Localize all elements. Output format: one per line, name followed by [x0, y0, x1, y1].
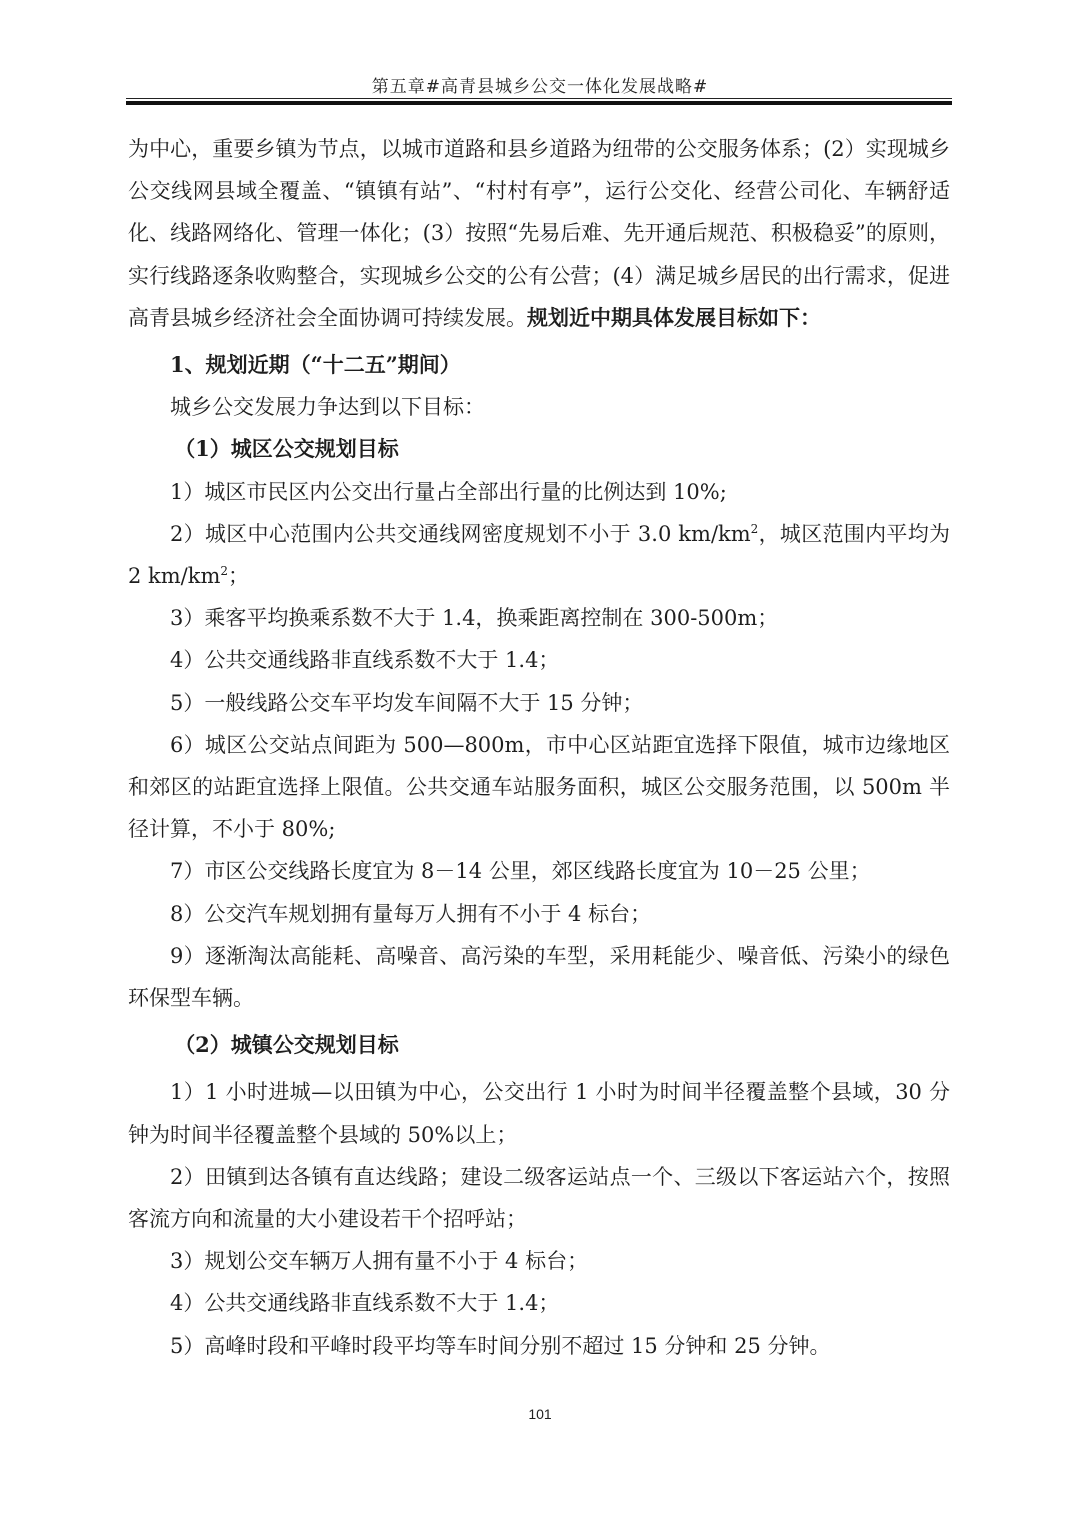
urban-item-2: [128, 513, 950, 597]
urban-item-3: 3）乘客平均换乘系数不大于 1.4，换乘距离控制在 300-500m；: [170, 606, 779, 631]
header-rule-thin: [126, 98, 952, 99]
town-item-3: 3）规划公交车辆万人拥有量不小于 4 标台；: [170, 1249, 589, 1274]
town-item-1: 1）1 小时进城—以田镇为中心，公交出行 1 小时为时间半径覆盖整个县域，30 分钟为时间半径覆盖整个县域的 50%以上；: [128, 1080, 950, 1147]
urban-item-6: 6）城区公交站点间距为 500—800m，市中心区站距宜选择下限值，城市边缘地区和郊区的站距宜选择上限值。公共交通车站服务面积，城区公交服务范围，以 500m 半径计算，不小于 80%;: [128, 732, 950, 842]
running-header: 第五章#高青县城乡公交一体化发展战略#: [371, 77, 709, 97]
near-term-lead: 城乡公交发展力争达到以下目标：: [170, 395, 485, 420]
urban-item-4: 4）公共交通线路非直线系数不大于 1.4；: [170, 648, 560, 673]
page-number: 101: [528, 1406, 552, 1422]
document-body: [128, 128, 950, 1367]
urban-item-9: 9）逐渐淘汰高能耗、高噪音、高污染的车型，采用耗能少、噪音低、污染小的绿色环保型车辆。: [128, 943, 950, 1011]
urban-item-1: 1）城区市民区内公交出行量占全部出行量的比例达到 10%;: [170, 479, 727, 504]
intro-text: 为中心，重要乡镇为节点，以城市道路和县乡道路为纽带的公交服务体系；(2）实现城乡公交线网县域全覆盖、“镇镇有站”、“村村有亭”，运行公交化、经营公司化、车辆舒适化、线路网络化、管理一体化；(3）按照“先易后难、先开通后规范、积极稳妥”的原则，实行线路逐条收购整合，实现城乡公交的公有公营；(4）满足城乡居民的出行需求，促进高青县城乡经济社会全面协调可持续发展。: [128, 137, 950, 330]
town-item-5: 5）高峰时段和平峰时段平均等车时间分别不超过 15 分钟和 25 分钟。: [170, 1333, 831, 1358]
subsection-heading-town: （2）城镇公交规划目标: [174, 1032, 399, 1058]
urban-item-2-end: ；: [228, 564, 250, 589]
urban-item-7: 7）市区公交线路长度宜为 8－14 公里，郊区线路长度宜为 10－25 公里；: [170, 859, 871, 884]
superscript-2: 2: [750, 521, 759, 536]
intro-paragraph: [128, 128, 950, 339]
town-item-4: 4）公共交通线路非直线系数不大于 1.4；: [170, 1291, 560, 1316]
superscript-2b: 2: [220, 564, 229, 579]
urban-item-2-mid: ，城区范围内平均为 2 km/km: [128, 521, 950, 589]
header-rule-thick: [126, 101, 952, 105]
urban-item-5: 5）一般线路公交车平均发车间隔不大于 15 分钟；: [170, 690, 644, 715]
section-heading-near-term: 1、规划近期（“十二五”期间）: [170, 352, 461, 378]
subsection-heading-urban: （1）城区公交规划目标: [174, 436, 399, 462]
urban-item-8: 8）公交汽车规划拥有量每万人拥有不小于 4 标台；: [170, 901, 652, 926]
town-item-2: 2）田镇到达各镇有直达线路；建设二级客运站点一个、三级以下客运站六个，按照客流方向和流量的大小建设若干个招呼站；: [128, 1164, 950, 1232]
urban-item-2-main: 2）城区中心范围内公共交通线网密度规划不小于 3.0 km/km: [170, 521, 751, 546]
intro-bold-text: 规划近中期具体发展目标如下：: [527, 304, 821, 330]
